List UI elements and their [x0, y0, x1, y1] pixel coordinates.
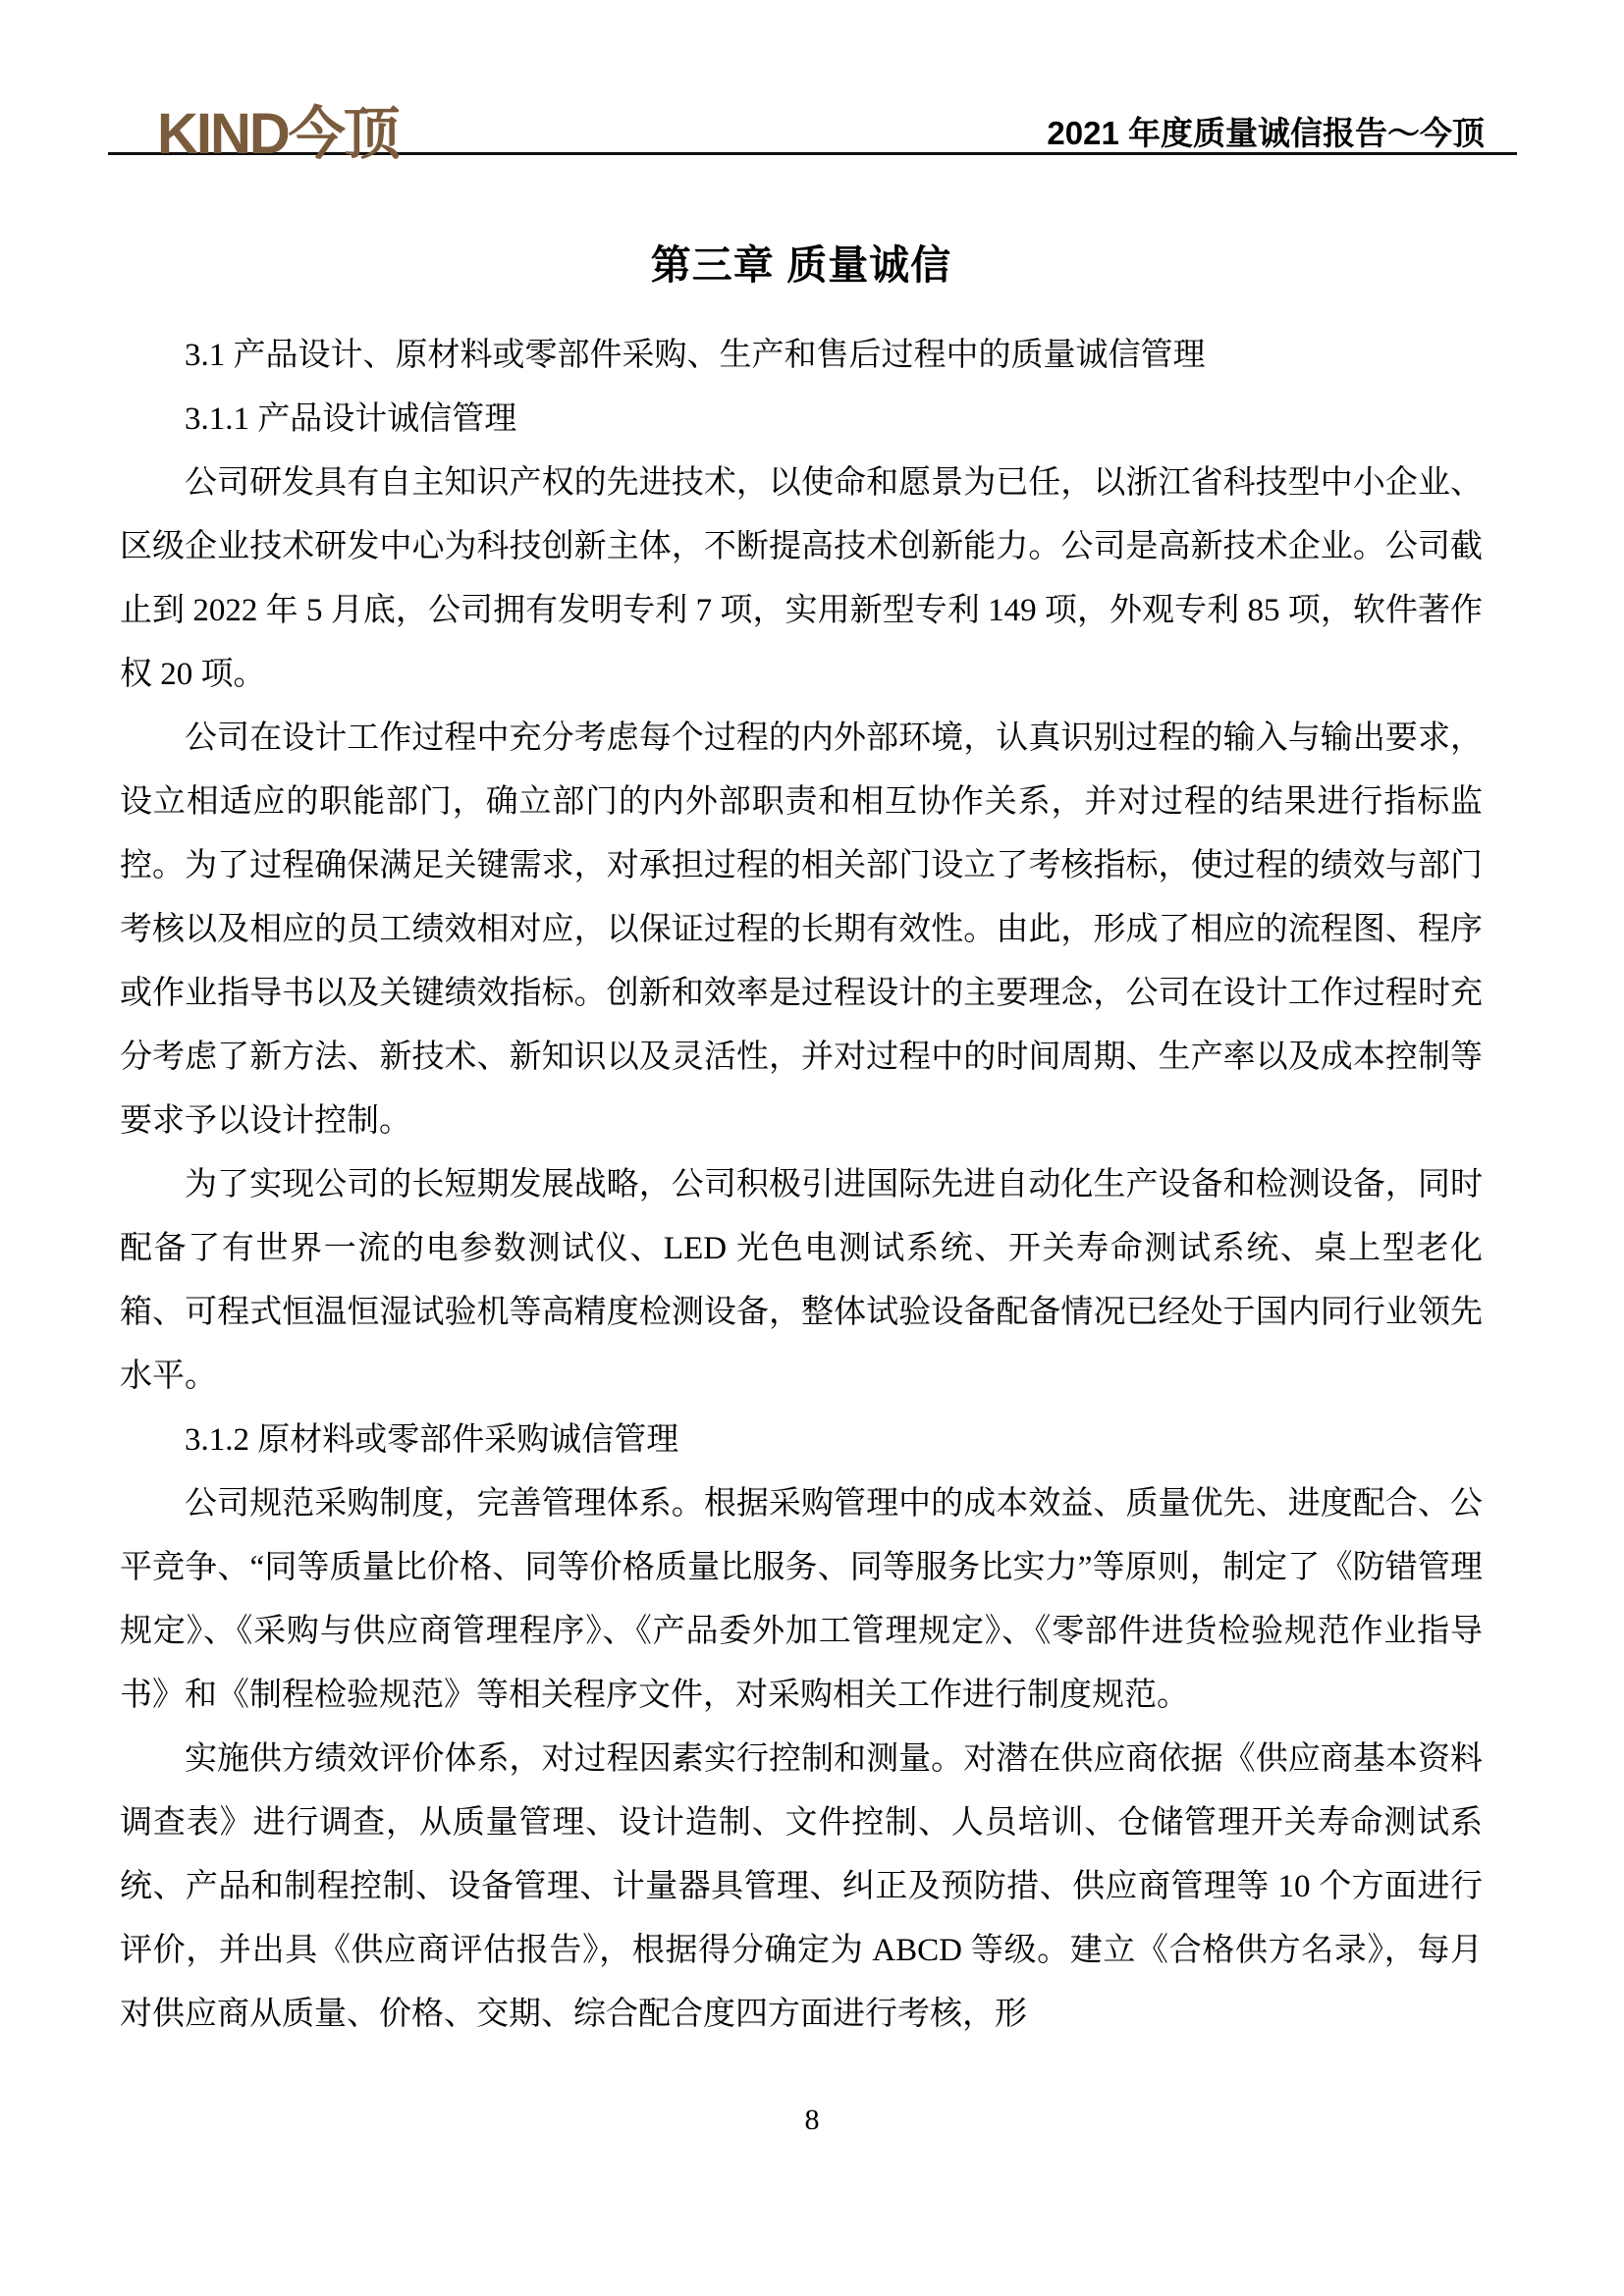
paragraph-design-process: 公司在设计工作过程中充分考虑每个过程的内外部环境，认真识别过程的输入与输出要求，设立相适应的职能部门，确立部门的内外部职责和相互协作关系，并对过程的结果进行指标监控。为了过程确保满足关键需求，对承担过程的相关部门设立了考核指标，使过程的绩效与部门考核以及相应的员工绩效相对应，以保证过程的长期有效性。由此，形成了相应的流程图、程序或作业指导书以及关键绩效指标。创新和效率是过程设计的主要理念，公司在设计工作过程时充分考虑了新方法、新技术、新知识以及灵活性，并对过程中的时间周期、生产率以及成本控制等要求予以设计控制。 [120, 721, 1483, 1139]
section-heading-3-1: 3.1 产品设计、原材料或零部件采购、生产和售后过程中的质量诚信管理 [185, 338, 1206, 373]
section-heading-3-1-2: 3.1.2 原材料或零部件采购诚信管理 [185, 1422, 679, 1458]
paragraph-test-equipment: 为了实现公司的长短期发展战略，公司积极引进国际先进自动化生产设备和检测设备，同时配备了有世界一流的电参数测试仪、LED 光色电测试系统、开关寿命测试系统、桌上型老化箱、可程式恒温恒湿试验机等高精度检测设备，整体试验设备配备情况已经处于国内同行业领先水平。 [120, 1167, 1483, 1394]
paragraph-supplier-evaluation: 实施供方绩效评价体系，对过程因素实行控制和测量。对潜在供应商依据《供应商基本资料调查表》进行调查，从质量管理、设计造制、文件控制、人员培训、仓储管理开关寿命测试系统、产品和制程控制、设备管理、计量器具管理、纠正及预防措、供应商管理等 10 个方面进行评价，并出具《供应商评估报告》，根据得分确定为 ABCD 等级。建立《合格供方名录》，每月对供应商从质量、价格、交期、综合配合度四方面进行考核，形 [120, 1741, 1483, 2032]
section-heading-3-1-1: 3.1.1 产品设计诚信管理 [185, 401, 517, 437]
report-header-title: 2021 年度质量诚信报告～今顶 [1047, 115, 1485, 151]
document-body [120, 236, 1483, 2047]
chapter-title: 第三章 质量诚信 [650, 242, 952, 288]
brand-logo: KIND今顶 [157, 102, 399, 166]
page-number: 8 [804, 2104, 820, 2136]
paragraph-rd-patents: 公司研发具有自主知识产权的先进技术，以使命和愿景为已任，以浙江省科技型中小企业、区级企业技术研发中心为科技创新主体，不断提高技术创新能力。公司是高新技术企业。公司截止到 2022 年 5 月底，公司拥有发明专利 7 项，实用新型专利 149 项，外观专利 85 项，软件著作权 20 项。 [120, 465, 1483, 692]
paragraph-procurement-rules: 公司规范采购制度，完善管理体系。根据采购管理中的成本效益、质量优先、进度配合、公平竞争、“同等质量比价格、同等价格质量比服务、同等服务比实力”等原则，制定了《防错管理规定》、《采购与供应商管理程序》、《产品委外加工管理规定》、《零部件进货检验规范作业指导书》和《制程检验规范》等相关程序文件，对采购相关工作进行制度规范。 [120, 1486, 1483, 1713]
